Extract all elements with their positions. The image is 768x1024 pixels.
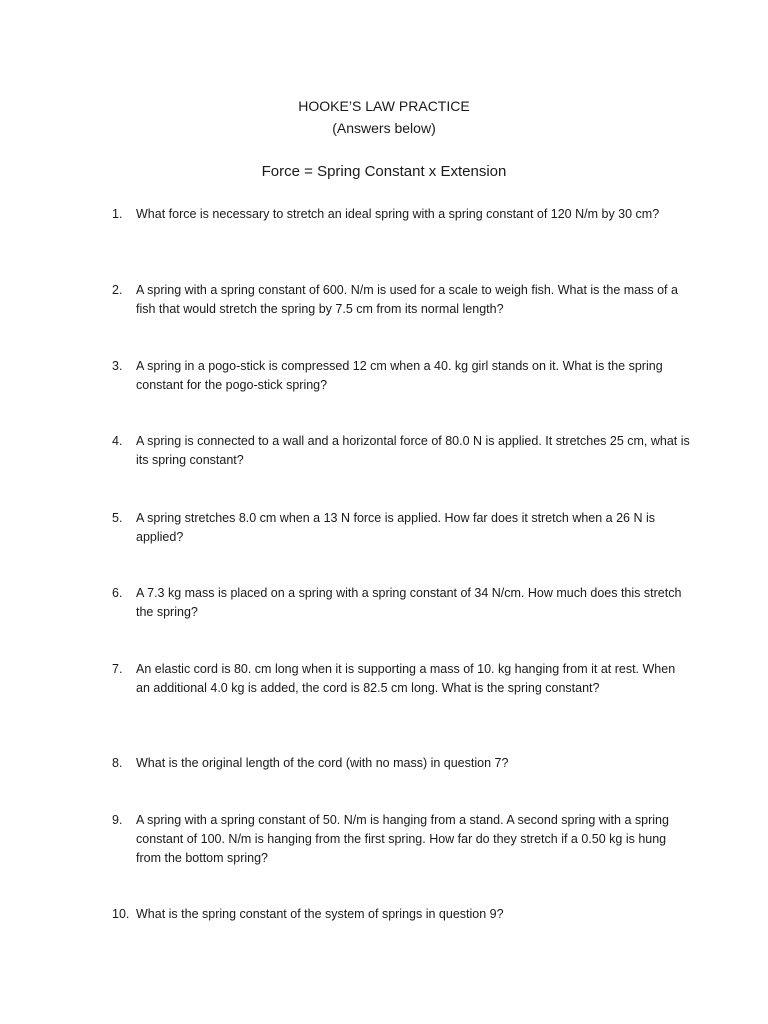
question-3 <box>112 357 690 395</box>
question-number: 2. <box>112 283 123 297</box>
question-4 <box>112 432 690 470</box>
formula-line: Force = Spring Constant x Extension <box>261 163 507 180</box>
question-7 <box>112 660 690 698</box>
question-text: A spring with a spring constant of 600. N/m is used for a scale to weigh fish. What is the mass of a fish that would stretch the spring by 7.5 cm from its normal length? <box>136 283 678 316</box>
question-text: A spring with a spring constant of 50. N/m is hanging from a stand. A second spring with a spring constant of 100. N/m is hanging from the first spring. How far do they stretch if a 0.50 kg is hung from the bottom spring? <box>136 813 669 865</box>
question-number: 3. <box>112 359 123 373</box>
question-text: What is the original length of the cord (with no mass) in question 7? <box>136 756 509 770</box>
question-10 <box>112 905 690 924</box>
question-1 <box>112 205 690 224</box>
question-text: A spring is connected to a wall and a horizontal force of 80.0 N is applied. It stretches 25 cm, what is its spring constant? <box>136 434 690 467</box>
question-number: 5. <box>112 511 123 525</box>
page-subtitle: (Answers below) <box>332 120 436 136</box>
question-text: A 7.3 kg mass is placed on a spring with a spring constant of 34 N/cm. How much does this stretch the spring? <box>136 586 682 619</box>
question-number: 7. <box>112 662 123 676</box>
question-number: 8. <box>112 756 123 770</box>
question-text: An elastic cord is 80. cm long when it is supporting a mass of 10. kg hanging from it at rest. When an additional 4.0 kg is added, the cord is 82.5 cm long. What is the spring constant? <box>136 662 676 695</box>
question-text: A spring stretches 8.0 cm when a 13 N force is applied. How far does it stretch when a 26 N is applied? <box>136 511 656 544</box>
question-number: 9. <box>112 813 123 827</box>
question-number: 1. <box>112 207 123 221</box>
page-title: HOOKE’S LAW PRACTICE <box>298 98 470 114</box>
question-number: 4. <box>112 434 123 448</box>
question-text: A spring in a pogo-stick is compressed 12 cm when a 40. kg girl stands on it. What is the spring constant for the pogo-stick spring? <box>136 359 663 392</box>
question-number: 6. <box>112 586 123 600</box>
question-text: What is the spring constant of the system of springs in question 9? <box>136 907 504 921</box>
question-2 <box>112 281 690 319</box>
question-5 <box>112 509 690 547</box>
question-8 <box>112 754 690 773</box>
question-text: What force is necessary to stretch an ideal spring with a spring constant of 120 N/m by 30 cm? <box>136 207 660 221</box>
question-9 <box>112 811 690 868</box>
question-number: 10. <box>112 907 130 921</box>
question-6 <box>112 584 690 622</box>
